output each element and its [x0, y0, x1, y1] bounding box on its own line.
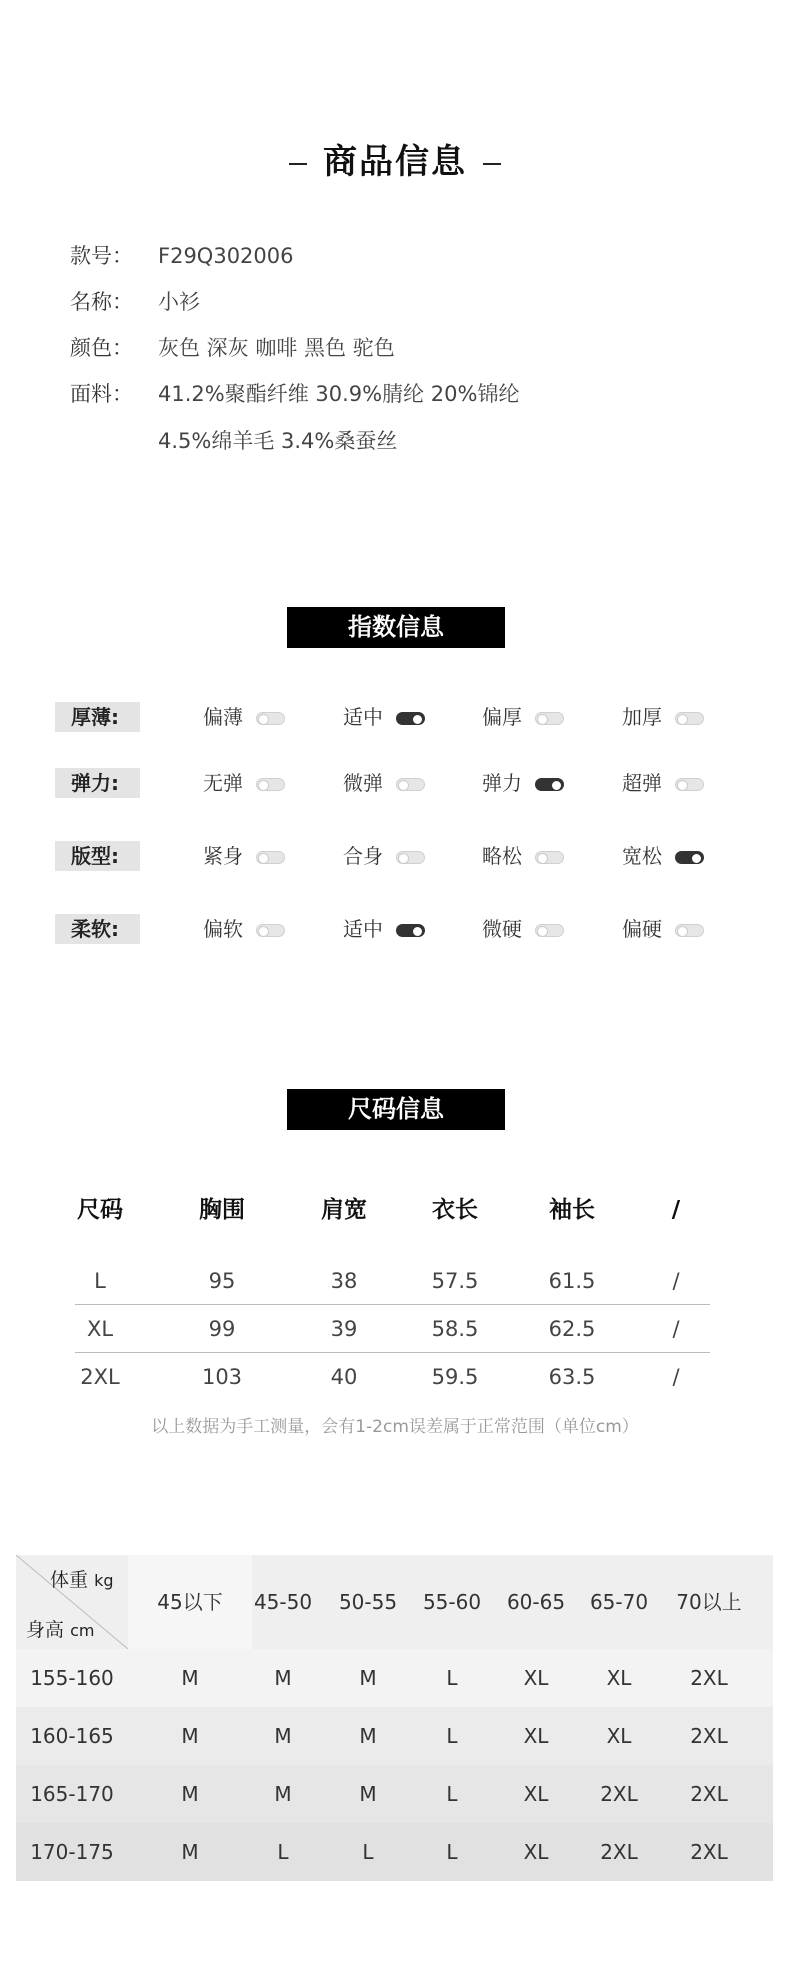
index-option-label: 偏软: [203, 917, 243, 941]
corner-height-label: [26, 1615, 94, 1642]
toggle-off-icon: [256, 924, 285, 937]
wh-weight-header: 45-50: [253, 1590, 313, 1614]
info-row-fabric-cont: [70, 425, 397, 455]
toggle-off-icon: [535, 924, 564, 937]
size-cell: 59.5: [431, 1365, 479, 1389]
info-row-color: [70, 332, 395, 362]
toggle-off-icon: [675, 778, 704, 791]
index-option-label: 加厚: [622, 705, 662, 729]
wh-size-cell: M: [359, 1666, 377, 1690]
wh-size-cell: XL: [606, 1724, 632, 1748]
wh-size-cell: 2XL: [600, 1840, 638, 1864]
size-cell: XL: [86, 1317, 114, 1341]
info-value: 灰色 深灰 咖啡 黑色 驼色: [158, 336, 395, 360]
toggle-off-icon: [256, 851, 285, 864]
wh-size-cell: 2XL: [690, 1724, 728, 1748]
title-dash-left: [289, 163, 307, 165]
wh-corner-cell: [16, 1555, 128, 1649]
info-row-style-no: [70, 240, 294, 270]
size-cell: L: [94, 1269, 106, 1293]
wh-size-cell: M: [274, 1666, 292, 1690]
size-cell: /: [672, 1269, 680, 1293]
index-row-label: 版型:: [55, 841, 140, 871]
info-value: F29Q302006: [158, 244, 294, 268]
corner-height-unit: cm: [70, 1621, 95, 1640]
info-value: 4.5%绵羊毛 3.4%桑蚕丝: [158, 429, 398, 453]
info-key: 颜色：: [70, 336, 133, 360]
wh-weight-header: 45以下: [157, 1590, 223, 1614]
wh-table-row: [16, 1649, 773, 1707]
index-row-label: 厚薄:: [55, 702, 140, 732]
toggle-off-icon: [256, 778, 285, 791]
wh-size-cell: M: [274, 1724, 292, 1748]
size-cell: 39: [330, 1317, 358, 1341]
toggle-on-icon: [535, 778, 564, 791]
wh-size-cell: 2XL: [600, 1782, 638, 1806]
index-option-label: 超弹: [622, 771, 662, 795]
wh-size-cell: XL: [523, 1724, 549, 1748]
wh-size-cell: M: [274, 1782, 292, 1806]
wh-weight-header: 50-55: [338, 1590, 398, 1614]
wh-size-cell: M: [181, 1840, 199, 1864]
size-cell: 57.5: [431, 1269, 479, 1293]
wh-weight-header: 70以上: [676, 1590, 742, 1614]
wh-weight-header: 60-65: [506, 1590, 566, 1614]
corner-height-text: 身高: [26, 1619, 65, 1641]
index-option-label: 宽松: [622, 844, 662, 868]
wh-size-cell: M: [181, 1724, 199, 1748]
corner-weight-text: 体重: [50, 1569, 89, 1591]
index-row: [0, 841, 790, 871]
size-table-row: [0, 1306, 790, 1352]
index-option-label: 微硬: [482, 917, 522, 941]
size-header-cell: /: [671, 1197, 681, 1223]
size-cell: 62.5: [548, 1317, 596, 1341]
measurement-note: 以上数据为手工测量，会有1-2cm误差属于正常范围（单位cm）: [151, 1417, 639, 1437]
wh-size-cell: L: [277, 1840, 289, 1864]
wh-size-cell: 2XL: [690, 1666, 728, 1690]
wh-size-cell: L: [446, 1724, 458, 1748]
size-row-divider: [75, 1352, 710, 1353]
size-cell: 99: [208, 1317, 236, 1341]
corner-weight-label: [50, 1565, 113, 1592]
size-cell: /: [672, 1317, 680, 1341]
size-info-header: 尺码信息: [287, 1089, 505, 1130]
size-header-cell: 袖长: [549, 1197, 595, 1223]
size-table-row: [0, 1354, 790, 1400]
size-row-divider: [75, 1304, 710, 1305]
size-cell: 2XL: [80, 1365, 120, 1389]
toggle-off-icon: [396, 851, 425, 864]
title-dash-right: [483, 163, 501, 165]
size-header-cell: 肩宽: [321, 1197, 367, 1223]
wh-size-cell: L: [446, 1666, 458, 1690]
wh-height-cell: 165-170: [30, 1782, 114, 1806]
size-header-cell: 胸围: [199, 1197, 245, 1223]
index-option-label: 无弹: [203, 771, 243, 795]
weight-height-table: [16, 1555, 773, 1880]
wh-height-cell: 160-165: [30, 1724, 114, 1748]
index-option-label: 微弹: [343, 771, 383, 795]
size-cell: 61.5: [548, 1269, 596, 1293]
wh-size-cell: XL: [523, 1840, 549, 1864]
toggle-off-icon: [535, 712, 564, 725]
index-option-label: 偏薄: [203, 705, 243, 729]
wh-table-row: [16, 1707, 773, 1765]
wh-size-cell: L: [446, 1840, 458, 1864]
wh-size-cell: 2XL: [690, 1782, 728, 1806]
index-option-label: 偏硬: [622, 917, 662, 941]
wh-size-cell: M: [359, 1782, 377, 1806]
size-header-cell: 尺码: [77, 1197, 123, 1223]
info-value: 41.2%聚酯纤维 30.9%腈纶 20%锦纶: [158, 382, 520, 406]
index-row: [0, 702, 790, 732]
wh-weight-header: 65-70: [589, 1590, 649, 1614]
index-row-label: 柔软:: [55, 914, 140, 944]
info-key: 款号：: [70, 244, 133, 268]
product-info-title-text: 商品信息: [323, 142, 467, 182]
product-info-title: [0, 134, 790, 183]
size-cell: 63.5: [548, 1365, 596, 1389]
wh-size-cell: M: [181, 1782, 199, 1806]
wh-table-row: [16, 1823, 773, 1881]
size-cell: /: [672, 1365, 680, 1389]
toggle-off-icon: [535, 851, 564, 864]
size-cell: 40: [330, 1365, 358, 1389]
size-table-row: [0, 1258, 790, 1304]
wh-size-cell: L: [362, 1840, 374, 1864]
wh-size-cell: XL: [523, 1666, 549, 1690]
size-cell: 38: [330, 1269, 358, 1293]
index-row: [0, 768, 790, 798]
size-cell: 58.5: [431, 1317, 479, 1341]
index-option-label: 适中: [343, 705, 383, 729]
toggle-off-icon: [396, 778, 425, 791]
toggle-on-icon: [675, 851, 704, 864]
corner-weight-unit: kg: [94, 1571, 114, 1590]
info-key: 面料：: [70, 382, 133, 406]
wh-height-cell: 155-160: [30, 1666, 114, 1690]
info-value: 小衫: [158, 290, 200, 314]
index-option-label: 略松: [482, 844, 522, 868]
info-row-name: [70, 286, 200, 316]
wh-size-cell: M: [181, 1666, 199, 1690]
index-option-label: 弹力: [482, 771, 522, 795]
toggle-on-icon: [396, 712, 425, 725]
wh-size-cell: L: [446, 1782, 458, 1806]
size-cell: 103: [201, 1365, 243, 1389]
index-option-label: 适中: [343, 917, 383, 941]
toggle-off-icon: [675, 712, 704, 725]
size-header-cell: 衣长: [432, 1197, 478, 1223]
wh-weight-header: 55-60: [422, 1590, 482, 1614]
wh-size-cell: 2XL: [690, 1840, 728, 1864]
index-option-label: 紧身: [203, 844, 243, 868]
index-option-label: 合身: [343, 844, 383, 868]
index-row-label: 弹力:: [55, 768, 140, 798]
toggle-off-icon: [675, 924, 704, 937]
index-info-header: 指数信息: [287, 607, 505, 648]
toggle-on-icon: [396, 924, 425, 937]
wh-size-cell: XL: [523, 1782, 549, 1806]
wh-size-cell: M: [359, 1724, 377, 1748]
index-row: [0, 914, 790, 944]
toggle-off-icon: [256, 712, 285, 725]
info-key: 名称：: [70, 290, 133, 314]
wh-height-cell: 170-175: [30, 1840, 114, 1864]
size-table-header: [0, 1195, 790, 1225]
size-cell: 95: [208, 1269, 236, 1293]
wh-size-cell: XL: [606, 1666, 632, 1690]
info-row-fabric: [70, 378, 519, 408]
index-option-label: 偏厚: [482, 705, 522, 729]
wh-table-row: [16, 1765, 773, 1823]
